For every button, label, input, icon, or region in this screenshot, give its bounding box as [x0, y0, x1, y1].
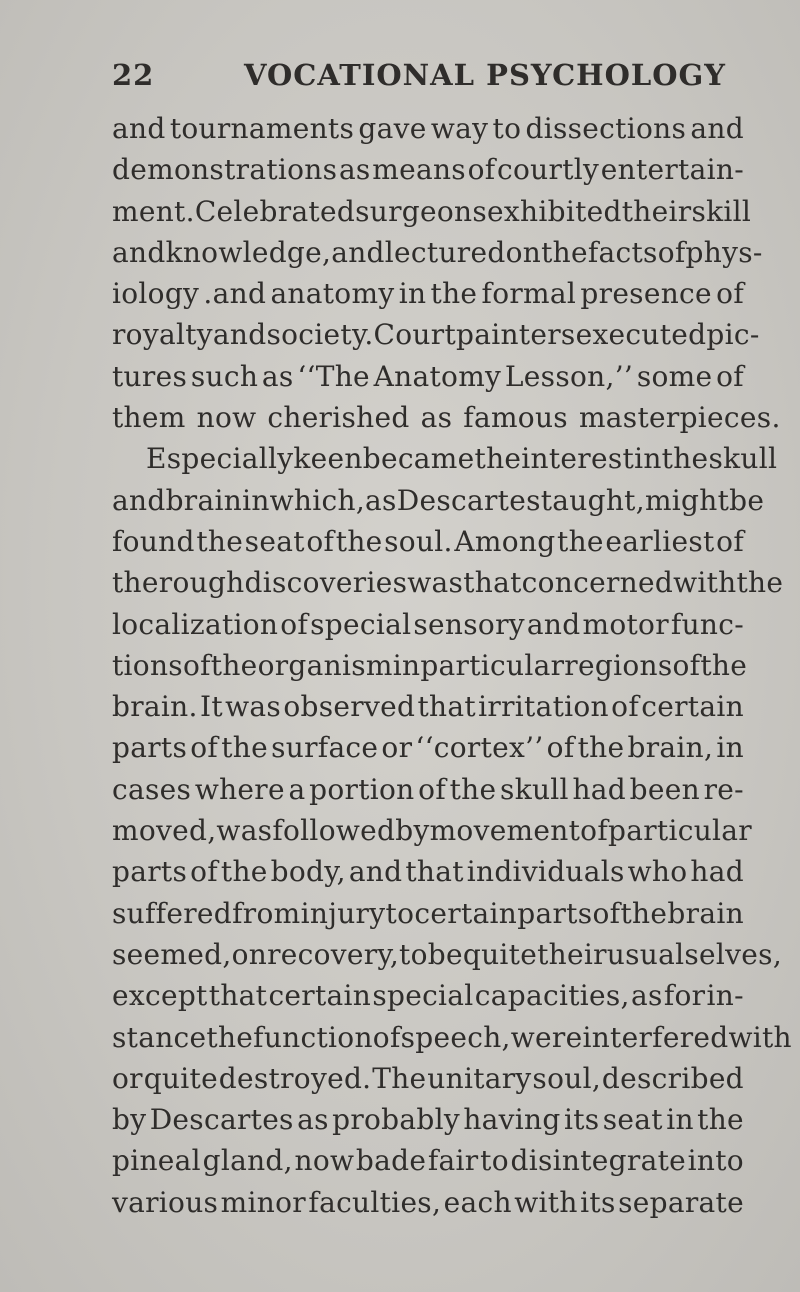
text-line: stance the function of speech, were interfered with: [112, 1020, 792, 1054]
text-line: the rough discoveries was that concerned with the: [112, 566, 784, 600]
text-line: and tournaments gave way to dissections and: [112, 112, 744, 145]
text-line: parts of the surface or ‘‘cortex’’ of the brain, in: [112, 731, 744, 765]
text-line: and knowledge, and lectured on the facts of phys-: [112, 235, 763, 269]
running-head: VOCATIONAL PSYCHOLOGY: [244, 58, 726, 92]
text-line: or quite destroyed. The unitary soul, described: [112, 1061, 744, 1095]
page-number: 22: [112, 58, 155, 92]
text-line: suffered from injury to certain parts of the brain: [112, 896, 744, 930]
text-line: royalty and society. Court painters executed pic-: [112, 318, 760, 352]
text-line: various minor faculties, each with its separate: [112, 1185, 744, 1219]
text-line: except that certain special capacities, as for in-: [112, 979, 744, 1013]
text-line: pineal gland, now bade fair to disintegrate into: [112, 1144, 744, 1178]
text-line: ment. Celebrated surgeons exhibited their skill: [112, 194, 752, 228]
page-header: [0, 58, 800, 98]
text-line: moved, was followed by movement of particular: [112, 814, 752, 848]
text-line: cases where a portion of the skull had been re-: [112, 772, 744, 806]
text-line: them now cherished as famous masterpieces.: [112, 401, 781, 435]
text-line: demonstrations as means of courtly entertain-: [112, 153, 744, 187]
text-line: Especially keen became the interest in the skull: [146, 442, 778, 476]
text-line: found the seat of the soul. Among the earliest of: [112, 524, 744, 558]
text-line: localization of special sensory and motor func-: [112, 607, 744, 641]
text-line: parts of the body, and that individuals who had: [112, 855, 744, 889]
text-line: tions of the organism in particular regions of the: [112, 648, 748, 682]
text-line: iology .and anatomy in the formal presence of: [112, 277, 744, 311]
text-line: seemed, on recovery, to be quite their usual selves,: [112, 937, 783, 971]
text-line: tures such as ‘‘The Anatomy Lesson,’’ some of: [112, 359, 744, 393]
body-text: [112, 108, 792, 1223]
text-line: brain. It was observed that irritation of certain: [112, 690, 744, 724]
text-line: and brain in which, as Descartes taught, might be: [112, 483, 765, 517]
text-line: by Descartes as probably having its seat in the: [112, 1103, 744, 1137]
